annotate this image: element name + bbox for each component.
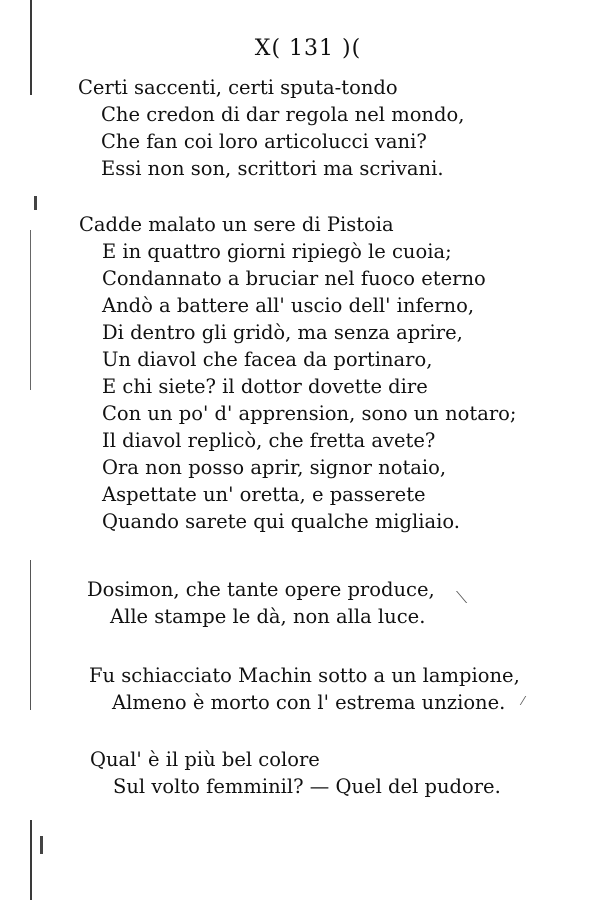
verse-line: Un diavol che facea da portinaro, <box>102 348 433 371</box>
verse-line: E in quattro giorni ripiegò le cuoia; <box>102 240 452 263</box>
verse-line: E chi siete? il dottor dovette dire <box>102 375 428 398</box>
margin-stroke-mark: ⁄ <box>522 694 525 708</box>
verse-line: Cadde malato un sere di Pistoia <box>79 213 394 236</box>
epigram-stanza-3 <box>87 576 435 630</box>
verse-line: Sul volto femminil? — Quel del pudore. <box>113 775 501 798</box>
verse-line: Condannato a bruciar nel fuoco eterno <box>102 267 486 290</box>
verse-line: Essi non son, scrittori ma scrivani. <box>101 157 444 180</box>
verse-line: Di dentro gli gridò, ma senza aprire, <box>102 321 463 344</box>
page-gutter-shadow <box>30 560 31 710</box>
verse-line: Aspettate un' oretta, e passerete <box>102 483 426 506</box>
verse-line: Con un po' d' apprension, sono un notaro; <box>102 402 517 425</box>
verse-line: Certi saccenti, certi sputa-tondo <box>78 76 398 99</box>
verse-line: Ora non posso aprir, signor notaio, <box>102 456 447 479</box>
verse-line: Dosimon, che tante opere produce, <box>87 578 435 601</box>
epigram-stanza-2 <box>79 211 516 535</box>
epigram-stanza-5 <box>90 746 501 800</box>
gutter-mark <box>34 196 37 210</box>
verse-line: Che credon di dar regola nel mondo, <box>101 103 465 126</box>
page-gutter-shadow <box>30 820 32 900</box>
verse-line: Almeno è morto con l' estrema unzione. <box>112 691 506 714</box>
verse-line: Quando sarete qui qualche migliaio. <box>102 510 460 533</box>
verse-line: Che fan coi loro articolucci vani? <box>101 130 427 153</box>
verse-line: Fu schiacciato Machin sotto a un lampione, <box>89 664 520 687</box>
margin-stroke-mark: ⟍ <box>456 588 468 607</box>
verse-line: Il diavol replicò, che fretta avete? <box>102 429 436 452</box>
page-gutter-shadow <box>30 230 31 390</box>
verse-line: Andò a battere all' uscio dell' inferno, <box>102 294 475 317</box>
verse-line: Qual' è il più bel colore <box>90 748 320 771</box>
epigram-stanza-1 <box>78 74 464 182</box>
verse-line: Alle stampe le dà, non alla luce. <box>110 605 426 628</box>
epigram-stanza-4 <box>89 662 520 716</box>
gutter-mark <box>40 836 43 854</box>
page-number: X( 131 )( <box>254 36 362 61</box>
